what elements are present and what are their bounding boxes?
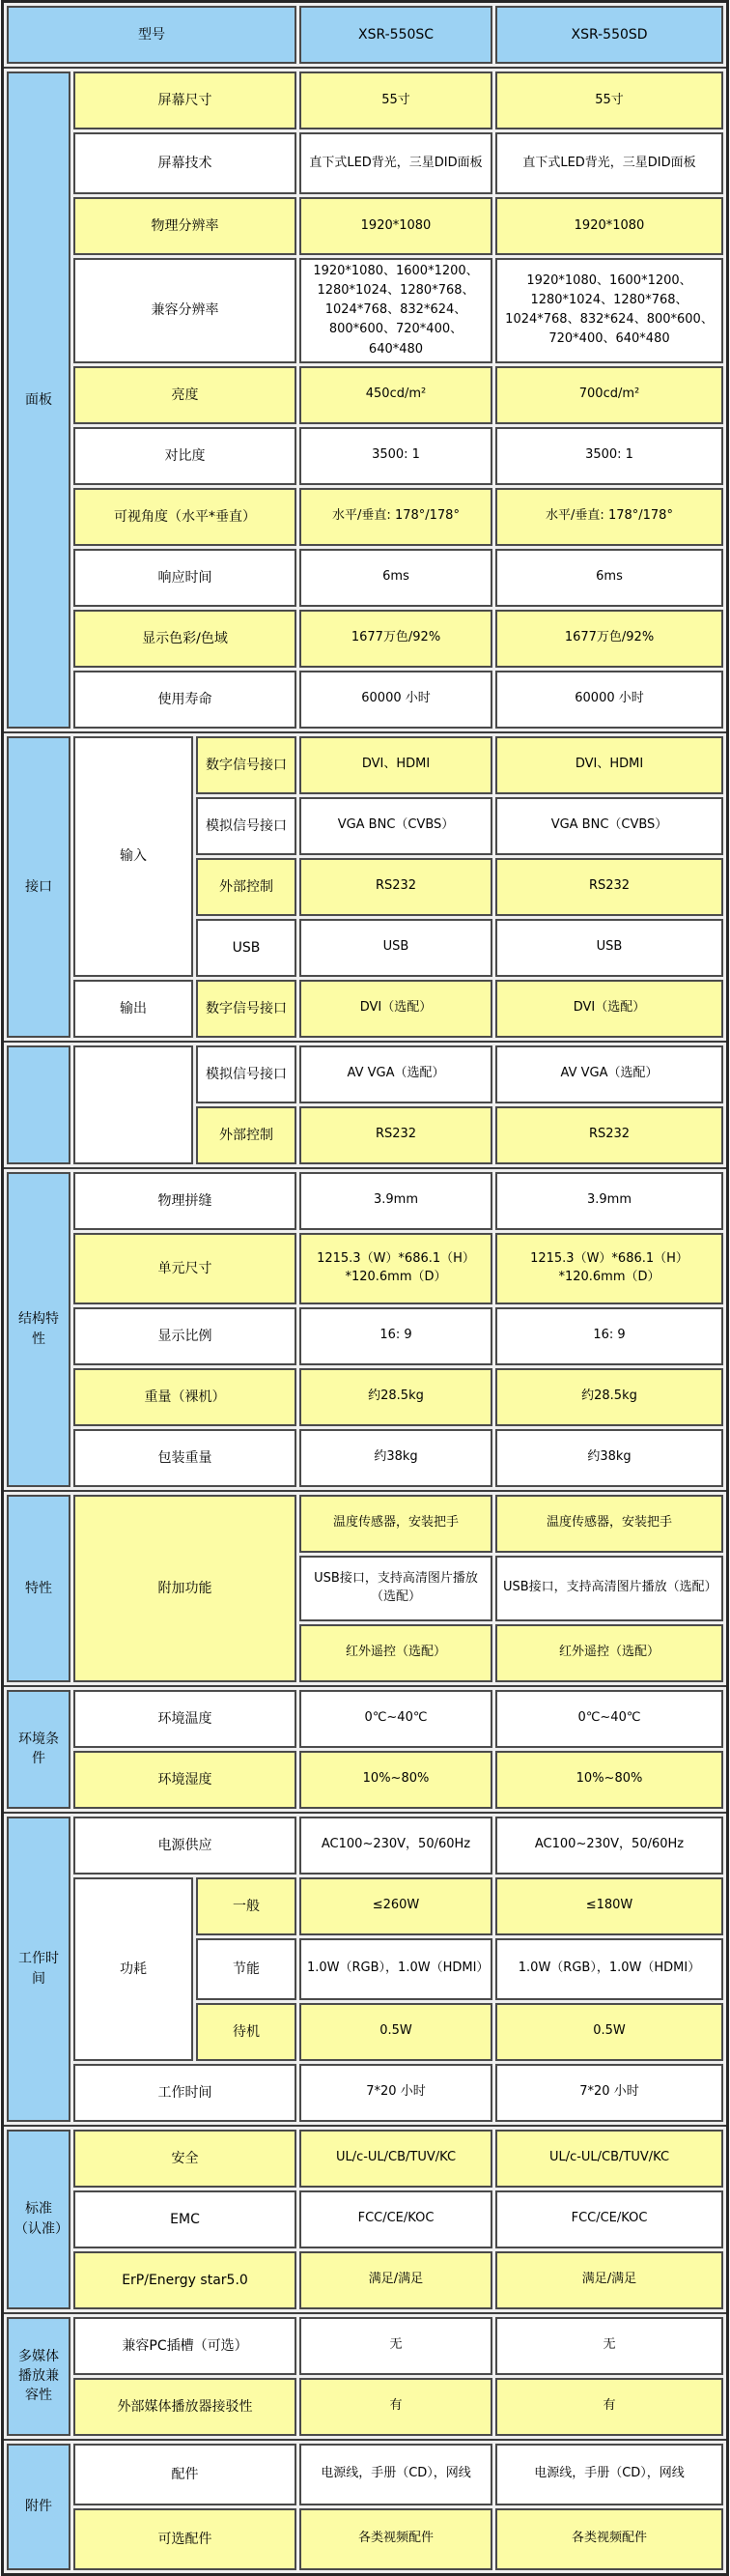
spec-value-sd: 1.0W（RGB），1.0W（HDMI）	[495, 1938, 723, 2000]
spec-value-sd: 1920*1080	[495, 197, 723, 255]
category-empty	[7, 1045, 70, 1164]
spec-value-sc: 满足/满足	[299, 2251, 492, 2309]
spec-value-sc: USB	[299, 919, 492, 977]
category-accessories: 附件	[7, 2444, 70, 2570]
spec-value-sd: AV VGA（选配）	[495, 1045, 723, 1103]
spec-value-sd: DVI（选配）	[495, 980, 723, 1038]
spec-value-sd: 3.9mm	[495, 1172, 723, 1230]
spec-value-sc: RS232	[299, 858, 492, 916]
header-table	[4, 3, 726, 67]
empty-cell	[73, 1045, 193, 1164]
spec-value-sc: 0℃~40℃	[299, 1690, 492, 1748]
spec-value-sd: 有	[495, 2378, 723, 2436]
spec-value-sd: 各类视频配件	[495, 2508, 723, 2570]
spec-value-sc: 电源线，手册（CD），网线	[299, 2444, 492, 2505]
category-multimedia: 多媒体播放兼容性	[7, 2317, 70, 2436]
interface-cont-section	[4, 1041, 726, 1167]
spec-value-sd: 1920*1080、1600*1200、1280*1024、1280*768、1024*768、832*624、800*600、720*400、640*480	[495, 258, 723, 363]
spec-value-sd: FCC/CE/KOC	[495, 2190, 723, 2248]
category-structure: 结构特性	[7, 1172, 70, 1487]
spec-value-sc: RS232	[299, 1106, 492, 1164]
spec-value-sd: 0.5W	[495, 2003, 723, 2061]
interface-input-label: 输入	[73, 736, 193, 977]
model-name-sd: XSR-550SD	[495, 6, 723, 64]
spec-label: 显示色彩/色域	[73, 610, 296, 668]
spec-sublabel: 数字信号接口	[196, 736, 296, 794]
spec-value-sd: 0℃~40℃	[495, 1690, 723, 1748]
spec-value-sc: 无	[299, 2317, 492, 2375]
spec-value-sc: DVI、HDMI	[299, 736, 492, 794]
spec-label: 可视角度（水平*垂直）	[73, 488, 296, 546]
spec-value-sd: 满足/满足	[495, 2251, 723, 2309]
spec-value-sd: AC100~230V，50/60Hz	[495, 1817, 723, 1875]
spec-value-sc: FCC/CE/KOC	[299, 2190, 492, 2248]
spec-label: 包装重量	[73, 1429, 296, 1487]
spec-sublabel: 一般	[196, 1877, 296, 1935]
spec-value-sc: 1920*1080	[299, 197, 492, 255]
spec-value-sd: 700cd/m²	[495, 366, 723, 424]
spec-value-sc: DVI（选配）	[299, 980, 492, 1038]
spec-value-sc: ≤260W	[299, 1877, 492, 1935]
spec-label: 配件	[73, 2444, 296, 2505]
spec-value-sd: USB	[495, 919, 723, 977]
spec-value-sc: VGA BNC（CVBS）	[299, 797, 492, 855]
category-panel: 面板	[7, 72, 70, 729]
spec-value-sd: 6ms	[495, 549, 723, 607]
spec-label: 屏幕技术	[73, 132, 296, 194]
spec-value-sd: 直下式LED背光，三星DID面板	[495, 132, 723, 194]
spec-value-sd: 无	[495, 2317, 723, 2375]
spec-label: 对比度	[73, 427, 296, 485]
spec-sublabel: 模拟信号接口	[196, 1045, 296, 1103]
spec-value-sd: ≤180W	[495, 1877, 723, 1935]
spec-value-sc: 1.0W（RGB），1.0W（HDMI）	[299, 1938, 492, 2000]
spec-label: 显示比例	[73, 1307, 296, 1365]
accessories-section	[4, 2439, 726, 2573]
spec-value-sd: UL/c-UL/CB/TUV/KC	[495, 2130, 723, 2188]
spec-sublabel: 节能	[196, 1938, 296, 2000]
panel-section	[4, 67, 726, 731]
spec-value-sd: 约28.5kg	[495, 1368, 723, 1426]
spec-label: 兼容PC插槽（可选）	[73, 2317, 296, 2375]
structure-section	[4, 1167, 726, 1490]
standards-section	[4, 2125, 726, 2312]
model-name-sc: XSR-550SC	[299, 6, 492, 64]
spec-value-sc: 约38kg	[299, 1429, 492, 1487]
spec-sheet	[1, 0, 729, 2576]
spec-label: 环境湿度	[73, 1751, 296, 1809]
spec-label: EMC	[73, 2190, 296, 2248]
spec-label: 响应时间	[73, 549, 296, 607]
spec-value-sd: 60000 小时	[495, 671, 723, 729]
spec-sublabel: USB	[196, 919, 296, 977]
consumption-group-label: 功耗	[73, 1877, 193, 2061]
spec-value-sd: 红外遥控（选配）	[495, 1624, 723, 1682]
spec-label: 安全	[73, 2130, 296, 2188]
spec-value-sc: AC100~230V，50/60Hz	[299, 1817, 492, 1875]
spec-value-sc: 10%~80%	[299, 1751, 492, 1809]
spec-label: 环境温度	[73, 1690, 296, 1748]
spec-value-sd: RS232	[495, 1106, 723, 1164]
spec-value-sc: 红外遥控（选配）	[299, 1624, 492, 1682]
spec-value-sd: VGA BNC（CVBS）	[495, 797, 723, 855]
spec-value-sd: 3500: 1	[495, 427, 723, 485]
spec-value-sd: 电源线，手册（CD），网线	[495, 2444, 723, 2505]
operation-section	[4, 1812, 726, 2125]
spec-value-sc: 水平/垂直: 178°/178°	[299, 488, 492, 546]
spec-value-sc: UL/c-UL/CB/TUV/KC	[299, 2130, 492, 2188]
environment-section	[4, 1685, 726, 1812]
spec-value-sc: 1920*1080、1600*1200、1280*1024、1280*768、1024*768、832*624、800*600、720*400、640*480	[299, 258, 492, 363]
spec-sublabel: 待机	[196, 2003, 296, 2061]
category-standards: 标准（认准）	[7, 2130, 70, 2309]
category-environment: 环境条件	[7, 1690, 70, 1809]
spec-value-sc: 6ms	[299, 549, 492, 607]
spec-label: 屏幕尺寸	[73, 72, 296, 129]
spec-value-sd: 10%~80%	[495, 1751, 723, 1809]
spec-value-sd: 7*20 小时	[495, 2064, 723, 2122]
spec-value-sd: 16: 9	[495, 1307, 723, 1365]
spec-value-sc: 温度传感器，安装把手	[299, 1495, 492, 1553]
spec-label: 物理分辨率	[73, 197, 296, 255]
spec-label: 外部媒体播放器接驳性	[73, 2378, 296, 2436]
spec-value-sc: 有	[299, 2378, 492, 2436]
multimedia-section	[4, 2312, 726, 2439]
interface-section	[4, 731, 726, 1041]
spec-label: ErP/Energy star5.0	[73, 2251, 296, 2309]
spec-value-sc: 各类视频配件	[299, 2508, 492, 2570]
spec-value-sc: 约28.5kg	[299, 1368, 492, 1426]
spec-label: 重量（裸机）	[73, 1368, 296, 1426]
spec-value-sd: USB接口，支持高清图片播放（选配）	[495, 1556, 723, 1621]
spec-sublabel: 数字信号接口	[196, 980, 296, 1038]
spec-value-sc: USB接口，支持高清图片播放（选配）	[299, 1556, 492, 1621]
spec-value-sd: 1677万色/92%	[495, 610, 723, 668]
spec-value-sc: 0.5W	[299, 2003, 492, 2061]
spec-value-sc: 60000 小时	[299, 671, 492, 729]
category-features: 特性	[7, 1495, 70, 1682]
model-header-label: 型号	[7, 6, 296, 64]
spec-value-sc: 55寸	[299, 72, 492, 129]
spec-value-sc: 450cd/m²	[299, 366, 492, 424]
spec-label: 兼容分辨率	[73, 258, 296, 363]
spec-value-sc: 3500: 1	[299, 427, 492, 485]
spec-label: 使用寿命	[73, 671, 296, 729]
spec-label: 物理拼缝	[73, 1172, 296, 1230]
spec-value-sc: 1215.3（W）*686.1（H）*120.6mm（D）	[299, 1233, 492, 1304]
interface-output-label: 输出	[73, 980, 193, 1038]
category-operation: 工作时间	[7, 1817, 70, 2122]
features-group-label: 附加功能	[73, 1495, 296, 1682]
spec-value-sd: DVI、HDMI	[495, 736, 723, 794]
spec-value-sd: 1215.3（W）*686.1（H）*120.6mm（D）	[495, 1233, 723, 1304]
features-section	[4, 1490, 726, 1685]
spec-value-sc: 直下式LED背光，三星DID面板	[299, 132, 492, 194]
spec-value-sd: 55寸	[495, 72, 723, 129]
spec-label: 电源供应	[73, 1817, 296, 1875]
spec-label: 单元尺寸	[73, 1233, 296, 1304]
spec-sublabel: 模拟信号接口	[196, 797, 296, 855]
spec-label: 工作时间	[73, 2064, 296, 2122]
spec-value-sd: 温度传感器，安装把手	[495, 1495, 723, 1553]
spec-label: 可选配件	[73, 2508, 296, 2570]
category-interface: 接口	[7, 736, 70, 1038]
spec-value-sc: 7*20 小时	[299, 2064, 492, 2122]
spec-sublabel: 外部控制	[196, 1106, 296, 1164]
spec-value-sc: AV VGA（选配）	[299, 1045, 492, 1103]
spec-value-sc: 3.9mm	[299, 1172, 492, 1230]
spec-label: 亮度	[73, 366, 296, 424]
spec-value-sc: 1677万色/92%	[299, 610, 492, 668]
spec-value-sd: 水平/垂直: 178°/178°	[495, 488, 723, 546]
spec-value-sd: 约38kg	[495, 1429, 723, 1487]
spec-value-sd: RS232	[495, 858, 723, 916]
spec-sublabel: 外部控制	[196, 858, 296, 916]
spec-value-sc: 16: 9	[299, 1307, 492, 1365]
